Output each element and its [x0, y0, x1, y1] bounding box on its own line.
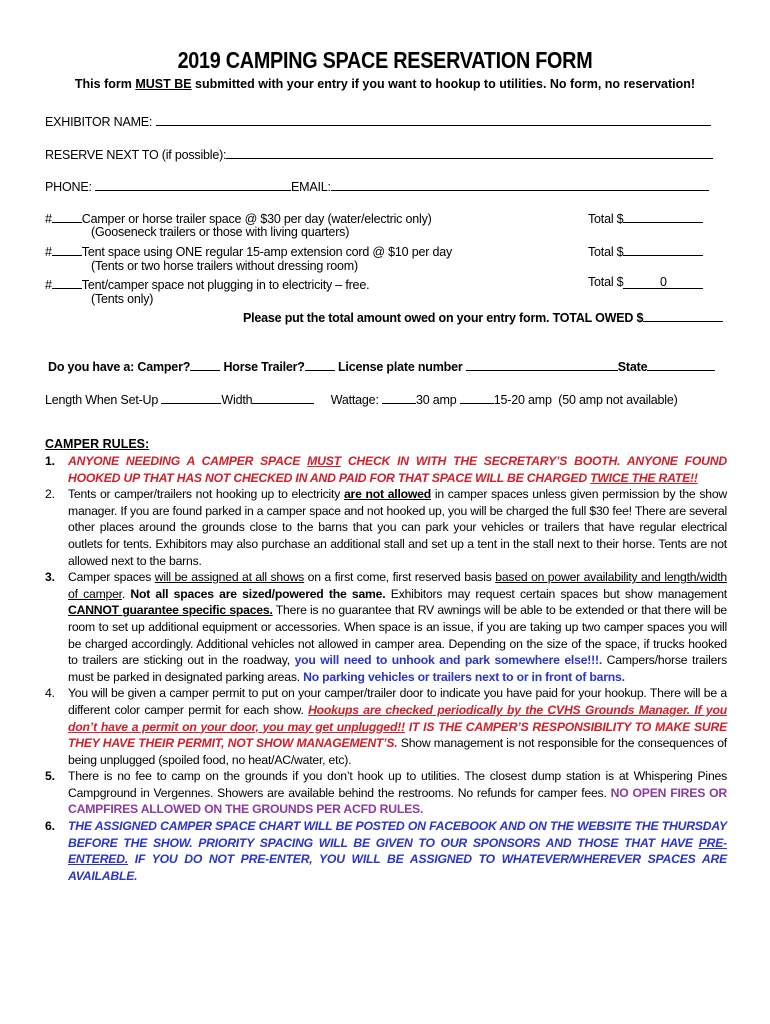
tent-total [588, 242, 703, 259]
rule-text: IF YOU DO NOT PRE-ENTER, YOU WILL BE ASSIGNED TO WHATEVER/WHEREVER SPACES ARE AVAILABLE. [68, 852, 727, 883]
camper-total [588, 209, 703, 226]
fee-text: Camper or horse trailer space @ $30 per day (water/electric only) [81, 212, 432, 226]
rule-text: No parking vehicles or trailers next to or in front of barns. [303, 669, 625, 684]
total-label: Total $ [588, 212, 624, 226]
rule-number: 4. [45, 686, 55, 701]
width-field[interactable] [252, 390, 314, 404]
amp30-field[interactable] [382, 390, 416, 404]
length-field[interactable] [161, 390, 221, 404]
fee-free [45, 275, 369, 292]
amp-note: (50 amp not available) [558, 393, 678, 407]
rule-text: MUST [307, 454, 341, 468]
amp30-label: 30 amp [416, 393, 457, 407]
total-label: Total $ [588, 245, 624, 259]
rule-text: IT IS THE CAMPER’S RESPONSIBILITY TO MAKE SURE THEY HAVE THEIR PERMIT, NOT SHOW MANAGEMENT’S. [68, 719, 728, 751]
rule-text: you will need to unhook and park somewhere else!!!. [294, 653, 603, 668]
phone-email-row [45, 177, 709, 194]
reserve-row [45, 145, 713, 162]
fee-prefix: # [45, 278, 52, 292]
rule-item [45, 569, 727, 685]
camper-total-field[interactable] [623, 209, 703, 223]
rule-text: in camper spaces unless given permission by the show manager. If you are found parked in a camper space and not hooked up, you will be charged the full $30 fee! There are several other places around the grounds close to the barns that you can park your vehicles or trailers that have regular electrical outlets for tents. Exhibitors may also purchase an additional stall and set up a tent in the stall next to their horse. Tents are not allowed next to the barns. [68, 487, 727, 568]
fee-text: Tent space using ONE regular 15-amp extension cord @ $10 per day [81, 245, 453, 259]
rule-item [45, 486, 727, 569]
reserve-next-field[interactable] [226, 145, 713, 159]
tent-qty-field[interactable] [52, 242, 82, 256]
rule-text: CHECK IN WITH THE SECRETARY’S BOOTH. ANYONE FOUND HOOKED UP THAT HAS NOT CHECKED IN AND PAID FOR THAT SPACE WILL BE CHARGED [68, 454, 727, 485]
rule-number: 5. [45, 769, 55, 784]
total-owed-row [243, 308, 723, 325]
rule-number: 1. [45, 454, 55, 468]
license-label: License plate number [338, 360, 463, 374]
rule-text: Exhibitors may request certain spaces but show management [385, 586, 727, 601]
fee-subtext: (Gooseneck trailers or those with living quarters) [91, 225, 350, 239]
phone-label: PHONE: [45, 180, 92, 194]
rules-heading: CAMPER RULES: [45, 437, 150, 451]
rule-text: Camper spaces [68, 570, 155, 585]
rule-number: 3. [45, 570, 55, 585]
email-label: EMAIL: [291, 180, 331, 194]
setup-row [45, 390, 678, 407]
exhibitor-name-field[interactable] [156, 112, 711, 126]
rule-text: Hookups are checked periodically by the CVHS Grounds Manager. If you don’t have a permit on your door, you may get unplugged!! [68, 702, 727, 734]
camper-field[interactable] [190, 357, 220, 371]
rule-text: Tents or camper/trailers not hooking up to electricity [68, 487, 344, 502]
fee-camper [45, 209, 432, 226]
exhibitor-label: EXHIBITOR NAME: [45, 115, 153, 129]
camper-label: Do you have a: Camper? [48, 360, 191, 374]
length-label: Length When Set-Up [45, 393, 159, 407]
rule-text: There is no fee to camp on the grounds if you don’t hook up to utilities. The closest dump station is at Whispering Pines Campground in Vergennes. Showers are available behind the restrooms. No refunds for camper fees. [68, 769, 727, 800]
rule-text: on a first come, first reserved basis [304, 570, 496, 585]
horse-trailer-field[interactable] [305, 357, 335, 371]
horse-trailer-label: Horse Trailer? [223, 360, 305, 374]
rule-text: CANNOT guarantee specific spaces. [68, 603, 273, 618]
free-qty-field[interactable] [52, 275, 82, 289]
license-plate-field[interactable] [466, 357, 618, 371]
rule-text: TWICE THE RATE!! [590, 470, 698, 485]
phone-field[interactable] [95, 177, 291, 191]
rule-item [45, 453, 727, 486]
rule-text: . [121, 586, 131, 601]
total-owed-field[interactable] [643, 308, 723, 322]
width-label: Width [221, 393, 253, 407]
exhibitor-row [45, 112, 711, 129]
rule-text: based on power availability and length/width of camper [68, 570, 727, 601]
subtitle-pre: This form [74, 77, 136, 91]
fee-text: Tent/camper space not plugging in to electricity – free. [81, 278, 370, 292]
rule-text: There is no guarantee that RV awnings will be able to be extended or that there will be room to set up additional equipment or accessories. When space is an issue, if you are taking up two camper spaces you will be charged accordingly. Additional vehicles not allowed in camper area. Depending on the size of the space, if trucks hooked to trailers are sticking out in the roadway, [68, 603, 727, 668]
subtitle-post: submitted with your entry if you want to hookup to utilities. No form, no reservation! [191, 77, 696, 91]
free-total-field[interactable] [623, 275, 703, 289]
total-value: 0 [660, 275, 667, 289]
form-subtitle [0, 77, 770, 91]
fee-subtext: (Tents or two horse trailers without dressing room) [91, 259, 358, 273]
total-label: Total $ [588, 275, 624, 289]
amp1520-field[interactable] [460, 390, 494, 404]
free-total [588, 275, 703, 289]
camper-qty-field[interactable] [52, 209, 82, 223]
rule-text: ANYONE NEEDING A CAMPER SPACE [68, 454, 308, 468]
rule-item [45, 685, 727, 768]
state-label: State [617, 360, 648, 374]
wattage-label: Wattage: [330, 393, 379, 407]
rule-text: PRE-ENTERED. [68, 835, 727, 867]
rule-item [45, 818, 727, 884]
rule-item [45, 768, 727, 818]
form-title: 2019 CAMPING SPACE RESERVATION FORM [177, 47, 593, 73]
subtitle-emph: MUST BE [135, 77, 192, 91]
fee-prefix: # [45, 212, 52, 226]
rules-list [45, 453, 727, 884]
rule-text: Not all spaces are sized/powered the same. [130, 586, 386, 601]
rule-number: 2. [45, 487, 55, 502]
reserve-label: RESERVE NEXT TO (if possible): [45, 148, 227, 162]
rule-text: will be assigned at all shows [154, 570, 305, 585]
fee-prefix: # [45, 245, 52, 259]
rule-text: NO OPEN FIRES OR CAMPFIRES ALLOWED ON THE GROUNDS PER ACFD RULES. [68, 785, 728, 817]
state-field[interactable] [647, 357, 715, 371]
rule-number: 6. [45, 819, 55, 834]
rule-text: THE ASSIGNED CAMPER SPACE CHART WILL BE POSTED ON FACEBOOK AND ON THE WEBSITE THE THURSDAY BEFORE THE SHOW. PRIORITY SPACING WILL BE GIVEN TO OUR SPONSORS AND THOSE THAT HAVE [68, 819, 727, 850]
total-owed-label: Please put the total amount owed on your entry form. TOTAL OWED $ [243, 311, 644, 325]
amp1520-label: 15-20 amp [493, 393, 552, 407]
rule-text: Show management is not responsible for the consequences of being unplugged (spoiled food, no heat/AC/water, etc). [68, 736, 727, 767]
vehicle-row [48, 357, 715, 374]
fee-tent [45, 242, 452, 259]
fee-subtext: (Tents only) [91, 292, 154, 306]
rule-text: You will be given a camper permit to put on your camper/trailer door to indicate you have paid for your hookup. There will be a different color camper permit for each show. [68, 686, 727, 717]
email-field[interactable] [331, 177, 709, 191]
rule-text: Campers/horse trailers must be parked in designated parking areas. [68, 653, 727, 684]
rule-text: are not allowed [343, 487, 431, 502]
tent-total-field[interactable] [623, 242, 703, 256]
